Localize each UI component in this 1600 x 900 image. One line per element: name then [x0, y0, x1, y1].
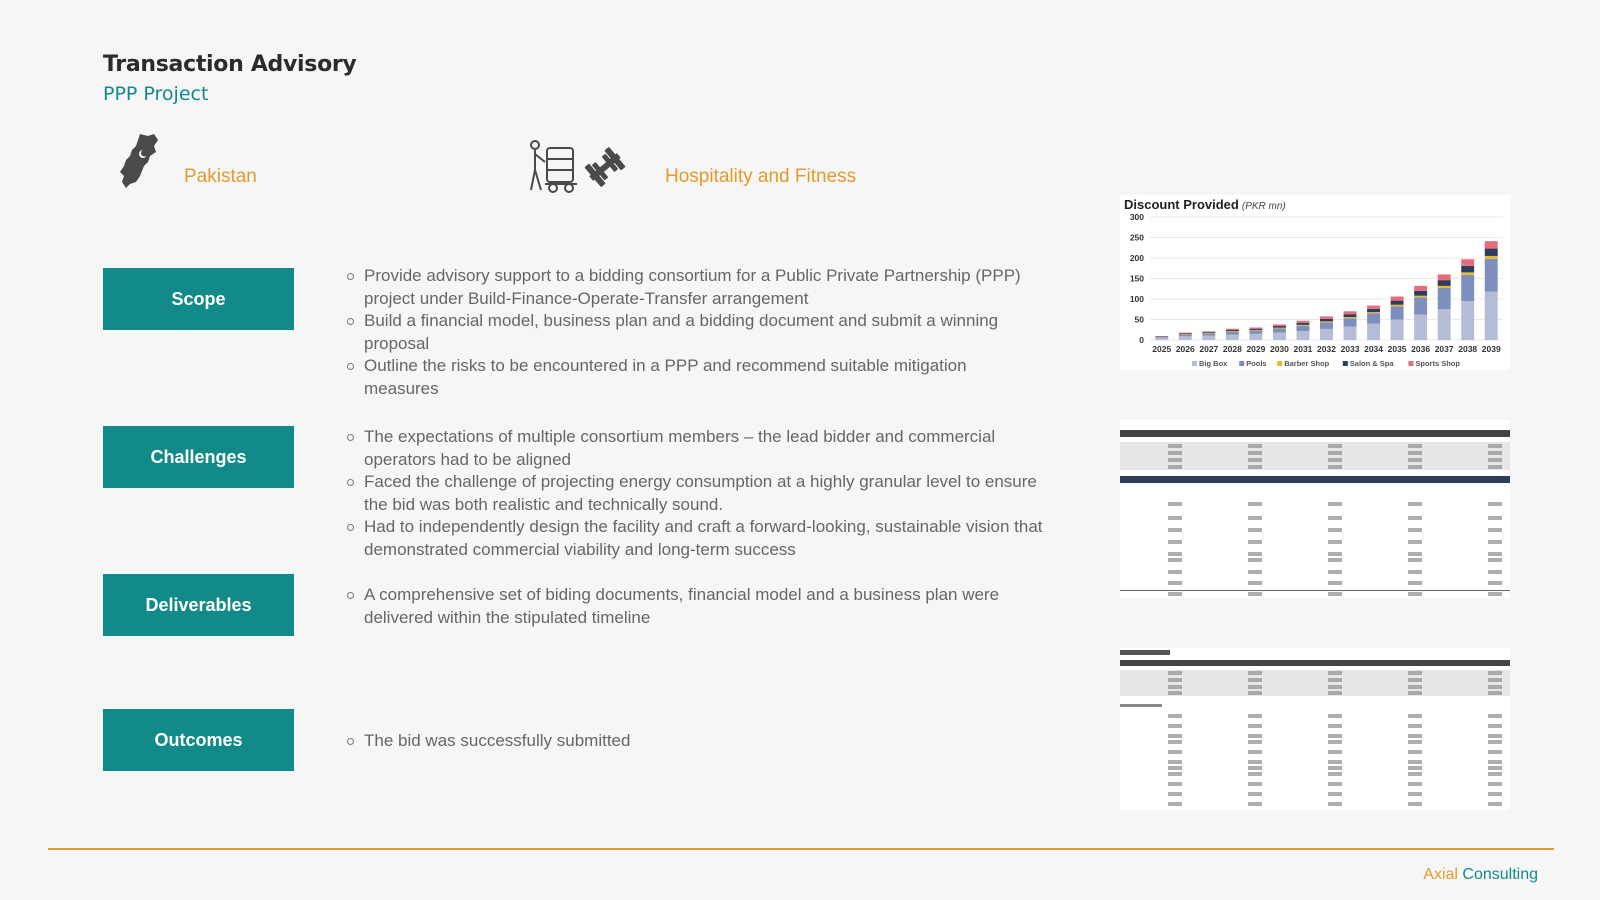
sheet-row	[1120, 458, 1510, 462]
scope-label-box: Scope	[103, 268, 294, 330]
y-tick-label: 150	[1129, 273, 1144, 284]
bar-segment	[1249, 327, 1262, 328]
sheet-row	[1120, 724, 1510, 728]
bar-segment	[1485, 249, 1498, 256]
bar-segment	[1344, 314, 1357, 317]
bar-segment	[1155, 337, 1168, 338]
bar-segment	[1202, 335, 1215, 340]
country-label: Pakistan	[184, 166, 257, 187]
list-item: Provide advisory support to a bidding consortium for a Public Private Partnership (PPP) project under Build-Finance-Operate-Transfer arrangement	[345, 265, 1045, 310]
bar-segment	[1296, 321, 1309, 323]
sheet-row	[1120, 502, 1510, 506]
bar-segment	[1391, 305, 1404, 307]
list-item: Had to independently design the facility and craft a forward-looking, sustainable vision that demonstrated commercial viability and long-term success	[345, 516, 1045, 561]
bar-segment	[1438, 309, 1451, 340]
bar-segment	[1438, 280, 1451, 286]
deliverables-bullet-list	[345, 584, 1045, 629]
x-tick-label: 2030	[1269, 344, 1289, 354]
bar-segment	[1391, 297, 1404, 301]
x-tick-label: 2028	[1222, 344, 1242, 354]
legend-label: Barber Shop	[1284, 359, 1330, 368]
sheet-row	[1120, 792, 1510, 796]
sheet-row	[1120, 540, 1510, 544]
deliverables-label-box: Deliverables	[103, 574, 294, 636]
outcomes-label-box: Outcomes	[103, 709, 294, 771]
sheet-row	[1120, 444, 1510, 448]
bar-segment	[1179, 335, 1192, 337]
bar-segment	[1296, 325, 1309, 326]
bar-segment	[1155, 338, 1168, 340]
sheet-row	[1120, 671, 1510, 675]
brand-accent: Axial	[1423, 866, 1458, 883]
bar-segment	[1367, 313, 1380, 323]
y-tick-label: 0	[1139, 335, 1144, 345]
bar-segment	[1344, 326, 1357, 340]
legend-label: Big Box	[1199, 359, 1228, 368]
x-tick-label: 2031	[1293, 344, 1313, 354]
bar-segment	[1226, 335, 1239, 340]
x-tick-label: 2038	[1458, 344, 1478, 354]
bar-segment	[1344, 311, 1357, 314]
sheet-tab-label	[1120, 650, 1170, 655]
bar-segment	[1249, 331, 1262, 334]
bar-segment	[1438, 286, 1451, 288]
bar-segment	[1226, 329, 1239, 330]
bar-segment	[1273, 324, 1286, 326]
sheet-divider	[1120, 590, 1510, 591]
bar-segment	[1438, 288, 1451, 309]
bar-segment	[1226, 331, 1239, 332]
x-tick-label: 2035	[1387, 344, 1407, 354]
y-tick-label: 100	[1129, 294, 1144, 304]
bar-segment	[1414, 297, 1427, 314]
list-item: Outline the risks to be encountered in a PPP and recommend suitable mitigation measures	[345, 355, 1045, 400]
bar-segment	[1273, 326, 1286, 328]
bar-segment	[1461, 272, 1474, 274]
sheet-row	[1120, 802, 1510, 806]
bar-segment	[1367, 324, 1380, 340]
chart-title-unit: (PKR mn)	[1241, 201, 1286, 212]
bar-segment	[1202, 332, 1215, 333]
list-item: The expectations of multiple consortium members – the lead bidder and commercial operators had to be aligned	[345, 426, 1045, 471]
sheet-row	[1120, 740, 1510, 744]
sheet-row	[1120, 570, 1510, 574]
x-tick-label: 2039	[1481, 344, 1501, 354]
bar-segment	[1485, 292, 1498, 340]
sheet-row	[1120, 766, 1510, 770]
page-subtitle: PPP Project	[103, 83, 209, 105]
footer-brand	[1423, 866, 1538, 884]
bar-segment	[1391, 301, 1404, 305]
bar-segment	[1320, 319, 1333, 321]
bar-segment	[1296, 323, 1309, 325]
x-tick-label: 2029	[1246, 344, 1266, 354]
x-tick-label: 2036	[1411, 344, 1431, 354]
scope-bullet-list	[345, 265, 1045, 400]
bar-segment	[1320, 316, 1333, 318]
sheet-row	[1120, 691, 1510, 695]
legend-label: Sports Shop	[1415, 359, 1460, 368]
bar-segment	[1344, 317, 1357, 318]
y-tick-label: 250	[1129, 232, 1144, 243]
y-tick-label: 200	[1129, 253, 1144, 263]
bar-segment	[1179, 336, 1192, 340]
discount-stacked-bar-chart	[1120, 195, 1510, 370]
sheet-row	[1120, 465, 1510, 469]
sheet-row	[1120, 772, 1510, 776]
bar-segment	[1179, 333, 1192, 334]
bar-segment	[1461, 266, 1474, 273]
sheet-section-bar	[1120, 476, 1510, 483]
sheet-row	[1120, 528, 1510, 532]
x-tick-label: 2032	[1317, 344, 1336, 354]
bar-segment	[1226, 332, 1239, 335]
bar-segment	[1202, 333, 1215, 335]
financial-sheet-thumbnail-1	[1120, 420, 1510, 598]
legend-label: Pools	[1246, 359, 1267, 368]
bar-segment	[1461, 301, 1474, 340]
legend-label: Salon & Spa	[1349, 359, 1394, 368]
hospitality-fitness-icon	[527, 140, 635, 194]
bar-segment	[1391, 306, 1404, 319]
x-tick-label: 2025	[1152, 344, 1172, 354]
bar-segment	[1414, 286, 1427, 291]
list-item: A comprehensive set of biding documents, financial model and a business plan were delivered within the stipulated timeline	[345, 584, 1045, 629]
bar-segment	[1461, 259, 1474, 266]
sheet-row	[1120, 678, 1510, 682]
page-title: Transaction Advisory	[103, 52, 357, 77]
pakistan-map-icon	[110, 132, 166, 192]
list-item: Build a financial model, business plan and a bidding document and submit a winning proposal	[345, 310, 1045, 355]
bar-segment	[1367, 312, 1380, 313]
bar-segment	[1202, 331, 1215, 332]
sheet-row	[1120, 782, 1510, 786]
legend-swatch	[1343, 361, 1348, 366]
sheet-row	[1120, 552, 1510, 556]
bar-segment	[1296, 331, 1309, 340]
bar-segment	[1320, 322, 1333, 329]
legend-swatch	[1192, 361, 1197, 366]
legend-swatch	[1239, 361, 1244, 366]
bar-segment	[1226, 330, 1239, 331]
bar-segment	[1273, 333, 1286, 340]
x-tick-label: 2034	[1364, 344, 1384, 354]
bar-segment	[1485, 259, 1498, 292]
sheet-row	[1120, 760, 1510, 764]
bar-segment	[1249, 330, 1262, 331]
list-item: The bid was successfully submitted	[345, 730, 1045, 753]
sector-label: Hospitality and Fitness	[665, 166, 857, 187]
sheet-row	[1120, 734, 1510, 738]
sheet-header-bar	[1120, 660, 1510, 666]
sheet-row	[1120, 581, 1510, 585]
sheet-header-bar	[1120, 430, 1510, 437]
x-tick-label: 2033	[1340, 344, 1360, 354]
challenges-bullet-list	[345, 426, 1045, 561]
chart-title-text: Discount Provided	[1124, 197, 1239, 212]
discount-chart-thumbnail	[1120, 195, 1510, 370]
x-tick-label: 2037	[1434, 344, 1454, 354]
y-tick-label: 50	[1134, 314, 1144, 325]
outcomes-bullet-list	[345, 730, 1045, 753]
bar-segment	[1367, 306, 1380, 309]
bar-segment	[1485, 241, 1498, 248]
legend-swatch	[1277, 361, 1282, 366]
sheet-row	[1120, 685, 1510, 689]
y-tick-label: 300	[1129, 212, 1144, 222]
sheet-row-label	[1120, 704, 1162, 707]
brand-rest: Consulting	[1457, 866, 1538, 883]
bar-segment	[1344, 318, 1357, 326]
bar-segment	[1249, 329, 1262, 330]
challenges-label-box: Challenges	[103, 426, 294, 488]
bar-segment	[1273, 328, 1286, 329]
bar-segment	[1414, 296, 1427, 298]
bar-segment	[1485, 256, 1498, 259]
legend-swatch	[1408, 361, 1413, 366]
sheet-row	[1120, 592, 1510, 596]
x-tick-label: 2027	[1199, 344, 1219, 354]
financial-sheet-thumbnail-2	[1120, 648, 1510, 810]
footer-divider	[48, 848, 1554, 850]
bar-segment	[1367, 309, 1380, 312]
sheet-row	[1120, 558, 1510, 562]
bar-segment	[1461, 275, 1474, 301]
sheet-row	[1120, 714, 1510, 718]
bar-segment	[1414, 291, 1427, 296]
sheet-row	[1120, 516, 1510, 520]
bar-segment	[1179, 333, 1192, 334]
sheet-row	[1120, 451, 1510, 455]
list-item: Faced the challenge of projecting energy consumption at a highly granular level to ensure the bid was both realistic and technically sound.	[345, 471, 1045, 516]
bar-segment	[1296, 326, 1309, 331]
bar-segment	[1320, 329, 1333, 340]
bar-segment	[1391, 320, 1404, 341]
bar-segment	[1414, 315, 1427, 340]
x-tick-label: 2026	[1175, 344, 1195, 354]
bar-segment	[1438, 274, 1451, 280]
bar-segment	[1249, 334, 1262, 340]
sheet-row	[1120, 750, 1510, 754]
bar-segment	[1273, 329, 1286, 333]
bar-segment	[1320, 321, 1333, 322]
